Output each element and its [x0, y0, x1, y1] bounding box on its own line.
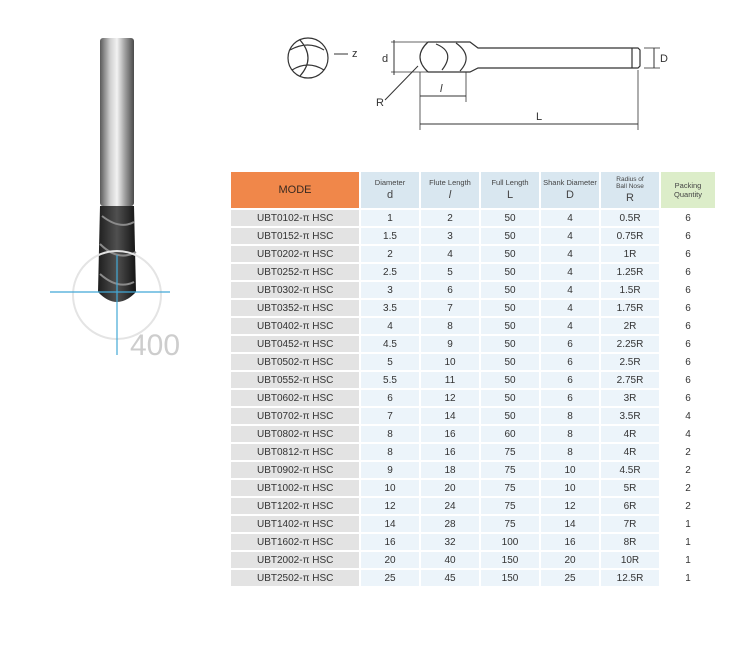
cell-diameter: 9	[361, 462, 419, 478]
cell-packing-quantity: 6	[661, 318, 715, 334]
cell-full-length: 150	[481, 570, 539, 586]
cell-full-length: 50	[481, 408, 539, 424]
cell-diameter: 2.5	[361, 264, 419, 280]
cell-packing-quantity: 6	[661, 228, 715, 244]
header-shank-diameter	[541, 172, 599, 208]
cell-radius: 12.5R	[601, 570, 659, 586]
cell-shank-diameter: 4	[541, 264, 599, 280]
header-diameter	[361, 172, 419, 208]
table-row	[231, 318, 715, 334]
cell-flute-length: 8	[421, 318, 479, 334]
header-packing-quantity	[661, 172, 715, 208]
label-r: R	[376, 97, 384, 109]
cell-model: UBT0552-π HSC	[231, 372, 359, 388]
cell-diameter: 12	[361, 498, 419, 514]
table-row	[231, 444, 715, 460]
cell-model: UBT2002-π HSC	[231, 552, 359, 568]
header-mode: MODE	[231, 172, 359, 208]
table-row	[231, 462, 715, 478]
table-row	[231, 300, 715, 316]
header-diameter-symbol: d	[386, 189, 394, 201]
cell-packing-quantity: 6	[661, 354, 715, 370]
cell-packing-quantity: 6	[661, 264, 715, 280]
cell-full-length: 50	[481, 390, 539, 406]
table-row	[231, 354, 715, 370]
cell-full-length: 75	[481, 516, 539, 532]
cell-packing-quantity: 1	[661, 552, 715, 568]
cell-flute-length: 45	[421, 570, 479, 586]
cell-diameter: 10	[361, 480, 419, 496]
table-row	[231, 570, 715, 586]
table-row	[231, 372, 715, 388]
cell-packing-quantity: 2	[661, 498, 715, 514]
table-row	[231, 408, 715, 424]
cell-radius: 0.75R	[601, 228, 659, 244]
cell-radius: 1R	[601, 246, 659, 262]
cell-packing-quantity: 1	[661, 570, 715, 586]
table-row	[231, 264, 715, 280]
header-radius-label-1: Radius of	[616, 175, 644, 183]
cell-radius: 1.75R	[601, 300, 659, 316]
cell-diameter: 5	[361, 354, 419, 370]
cell-full-length: 75	[481, 444, 539, 460]
cell-diameter: 3.5	[361, 300, 419, 316]
cell-model: UBT0352-π HSC	[231, 300, 359, 316]
header-radius-label-2: Ball Nose	[616, 182, 644, 190]
cell-full-length: 50	[481, 228, 539, 244]
cell-full-length: 75	[481, 480, 539, 496]
cell-flute-length: 20	[421, 480, 479, 496]
cell-packing-quantity: 6	[661, 336, 715, 352]
cell-packing-quantity: 6	[661, 246, 715, 262]
cell-radius: 7R	[601, 516, 659, 532]
cell-diameter: 6	[361, 390, 419, 406]
cell-packing-quantity: 6	[661, 390, 715, 406]
header-full-length-label: Full Length	[491, 178, 529, 187]
cell-shank-diameter: 4	[541, 246, 599, 262]
cell-full-length: 50	[481, 210, 539, 226]
label-big-l: L	[536, 111, 543, 123]
cell-packing-quantity: 2	[661, 480, 715, 496]
spec-table	[229, 170, 717, 588]
header-flute-length-symbol: l	[448, 189, 452, 201]
cell-packing-quantity: 2	[661, 462, 715, 478]
header-shank-diameter-label: Shank Diameter	[543, 178, 597, 187]
cell-model: UBT2502-π HSC	[231, 570, 359, 586]
header-packing-label-2: Quantity	[674, 190, 702, 199]
cell-diameter: 25	[361, 570, 419, 586]
table-row	[231, 498, 715, 514]
cell-shank-diameter: 10	[541, 462, 599, 478]
cell-packing-quantity: 1	[661, 534, 715, 550]
cell-full-length: 50	[481, 264, 539, 280]
cell-diameter: 1	[361, 210, 419, 226]
cell-shank-diameter: 4	[541, 300, 599, 316]
cell-flute-length: 12	[421, 390, 479, 406]
cell-radius: 1.5R	[601, 282, 659, 298]
cell-full-length: 100	[481, 534, 539, 550]
header-flute-length-label: Flute Length	[429, 178, 471, 187]
table-row	[231, 228, 715, 244]
cell-flute-length: 24	[421, 498, 479, 514]
cell-radius: 3.5R	[601, 408, 659, 424]
cell-flute-length: 18	[421, 462, 479, 478]
cell-shank-diameter: 4	[541, 210, 599, 226]
cell-diameter: 4.5	[361, 336, 419, 352]
cell-model: UBT0602-π HSC	[231, 390, 359, 406]
cell-full-length: 50	[481, 372, 539, 388]
header-flute-length	[421, 172, 479, 208]
table-row	[231, 480, 715, 496]
label-l: l	[440, 83, 443, 95]
cell-flute-length: 4	[421, 246, 479, 262]
cell-model: UBT0402-π HSC	[231, 318, 359, 334]
cell-flute-length: 14	[421, 408, 479, 424]
cell-diameter: 7	[361, 408, 419, 424]
cell-packing-quantity: 6	[661, 282, 715, 298]
table-row	[231, 336, 715, 352]
cell-model: UBT0202-π HSC	[231, 246, 359, 262]
cell-shank-diameter: 10	[541, 480, 599, 496]
cell-radius: 10R	[601, 552, 659, 568]
cell-shank-diameter: 4	[541, 228, 599, 244]
cell-packing-quantity: 1	[661, 516, 715, 532]
cell-flute-length: 10	[421, 354, 479, 370]
header-radius-symbol: R	[626, 191, 634, 204]
cell-model: UBT0452-π HSC	[231, 336, 359, 352]
cell-diameter: 8	[361, 426, 419, 442]
cell-radius: 2.75R	[601, 372, 659, 388]
cell-flute-length: 16	[421, 444, 479, 460]
label-z: z	[352, 48, 358, 60]
table-row	[231, 534, 715, 550]
cell-shank-diameter: 4	[541, 318, 599, 334]
dimension-diagram	[260, 30, 680, 140]
end-mill-photo	[50, 30, 200, 370]
cell-shank-diameter: 20	[541, 552, 599, 568]
cell-diameter: 4	[361, 318, 419, 334]
cell-model: UBT1402-π HSC	[231, 516, 359, 532]
cell-model: UBT0812-π HSC	[231, 444, 359, 460]
cell-model: UBT0102-π HSC	[231, 210, 359, 226]
cell-packing-quantity: 6	[661, 372, 715, 388]
cell-radius: 2.25R	[601, 336, 659, 352]
cell-shank-diameter: 14	[541, 516, 599, 532]
cell-full-length: 75	[481, 462, 539, 478]
side-view-drawing	[420, 42, 640, 72]
cell-diameter: 20	[361, 552, 419, 568]
cell-model: UBT0302-π HSC	[231, 282, 359, 298]
table-row	[231, 516, 715, 532]
cell-full-length: 60	[481, 426, 539, 442]
cell-flute-length: 11	[421, 372, 479, 388]
label-big-d: D	[660, 53, 668, 65]
cell-full-length: 50	[481, 246, 539, 262]
cell-flute-length: 3	[421, 228, 479, 244]
cell-model: UBT0802-π HSC	[231, 426, 359, 442]
cell-radius: 2.5R	[601, 354, 659, 370]
table-header-row	[231, 172, 715, 208]
cell-packing-quantity: 2	[661, 444, 715, 460]
table-row	[231, 246, 715, 262]
cell-flute-length: 5	[421, 264, 479, 280]
header-packing-label-1: Packing	[674, 181, 702, 190]
cell-full-length: 75	[481, 498, 539, 514]
cell-diameter: 8	[361, 444, 419, 460]
cell-radius: 5R	[601, 480, 659, 496]
cell-shank-diameter: 8	[541, 426, 599, 442]
cell-shank-diameter: 6	[541, 390, 599, 406]
table-body	[231, 210, 715, 586]
photo-mark-400: 400	[130, 329, 181, 362]
end-view-drawing	[288, 38, 328, 78]
cell-radius: 8R	[601, 534, 659, 550]
cell-packing-quantity: 4	[661, 426, 715, 442]
cell-radius: 4R	[601, 444, 659, 460]
cell-diameter: 2	[361, 246, 419, 262]
label-d: d	[382, 53, 389, 65]
cell-model: UBT1002-π HSC	[231, 480, 359, 496]
cell-shank-diameter: 12	[541, 498, 599, 514]
cell-packing-quantity: 6	[661, 300, 715, 316]
cell-flute-length: 40	[421, 552, 479, 568]
cell-shank-diameter: 4	[541, 282, 599, 298]
cell-model: UBT0252-π HSC	[231, 264, 359, 280]
cell-model: UBT1202-π HSC	[231, 498, 359, 514]
cell-shank-diameter: 6	[541, 372, 599, 388]
cell-model: UBT0902-π HSC	[231, 462, 359, 478]
cell-model: UBT0702-π HSC	[231, 408, 359, 424]
cell-diameter: 3	[361, 282, 419, 298]
cell-shank-diameter: 6	[541, 354, 599, 370]
cell-diameter: 14	[361, 516, 419, 532]
table-row	[231, 210, 715, 226]
table-row	[231, 282, 715, 298]
cell-diameter: 16	[361, 534, 419, 550]
cell-radius: 4.5R	[601, 462, 659, 478]
cell-model: UBT0502-π HSC	[231, 354, 359, 370]
cell-shank-diameter: 16	[541, 534, 599, 550]
cell-shank-diameter: 6	[541, 336, 599, 352]
cell-full-length: 50	[481, 300, 539, 316]
cell-shank-diameter: 25	[541, 570, 599, 586]
cell-radius: 4R	[601, 426, 659, 442]
cell-full-length: 50	[481, 282, 539, 298]
cell-full-length: 150	[481, 552, 539, 568]
table-row	[231, 390, 715, 406]
cell-full-length: 50	[481, 336, 539, 352]
cell-diameter: 5.5	[361, 372, 419, 388]
cell-model: UBT1602-π HSC	[231, 534, 359, 550]
cell-radius: 6R	[601, 498, 659, 514]
cell-flute-length: 2	[421, 210, 479, 226]
header-diameter-label: Diameter	[374, 178, 406, 187]
cell-shank-diameter: 8	[541, 444, 599, 460]
cell-shank-diameter: 8	[541, 408, 599, 424]
table-row	[231, 426, 715, 442]
header-full-length-symbol: L	[506, 189, 514, 201]
cell-full-length: 50	[481, 318, 539, 334]
cell-flute-length: 9	[421, 336, 479, 352]
cell-diameter: 1.5	[361, 228, 419, 244]
cell-flute-length: 28	[421, 516, 479, 532]
cell-model: UBT0152-π HSC	[231, 228, 359, 244]
cell-packing-quantity: 4	[661, 408, 715, 424]
cell-flute-length: 16	[421, 426, 479, 442]
header-shank-diameter-symbol: D	[566, 189, 574, 201]
cell-radius: 1.25R	[601, 264, 659, 280]
cell-radius: 3R	[601, 390, 659, 406]
cell-radius: 2R	[601, 318, 659, 334]
cell-full-length: 50	[481, 354, 539, 370]
header-radius	[601, 172, 659, 208]
cell-flute-length: 32	[421, 534, 479, 550]
cell-flute-length: 7	[421, 300, 479, 316]
cell-flute-length: 6	[421, 282, 479, 298]
header-full-length	[481, 172, 539, 208]
table-row	[231, 552, 715, 568]
cell-packing-quantity: 6	[661, 210, 715, 226]
cell-radius: 0.5R	[601, 210, 659, 226]
